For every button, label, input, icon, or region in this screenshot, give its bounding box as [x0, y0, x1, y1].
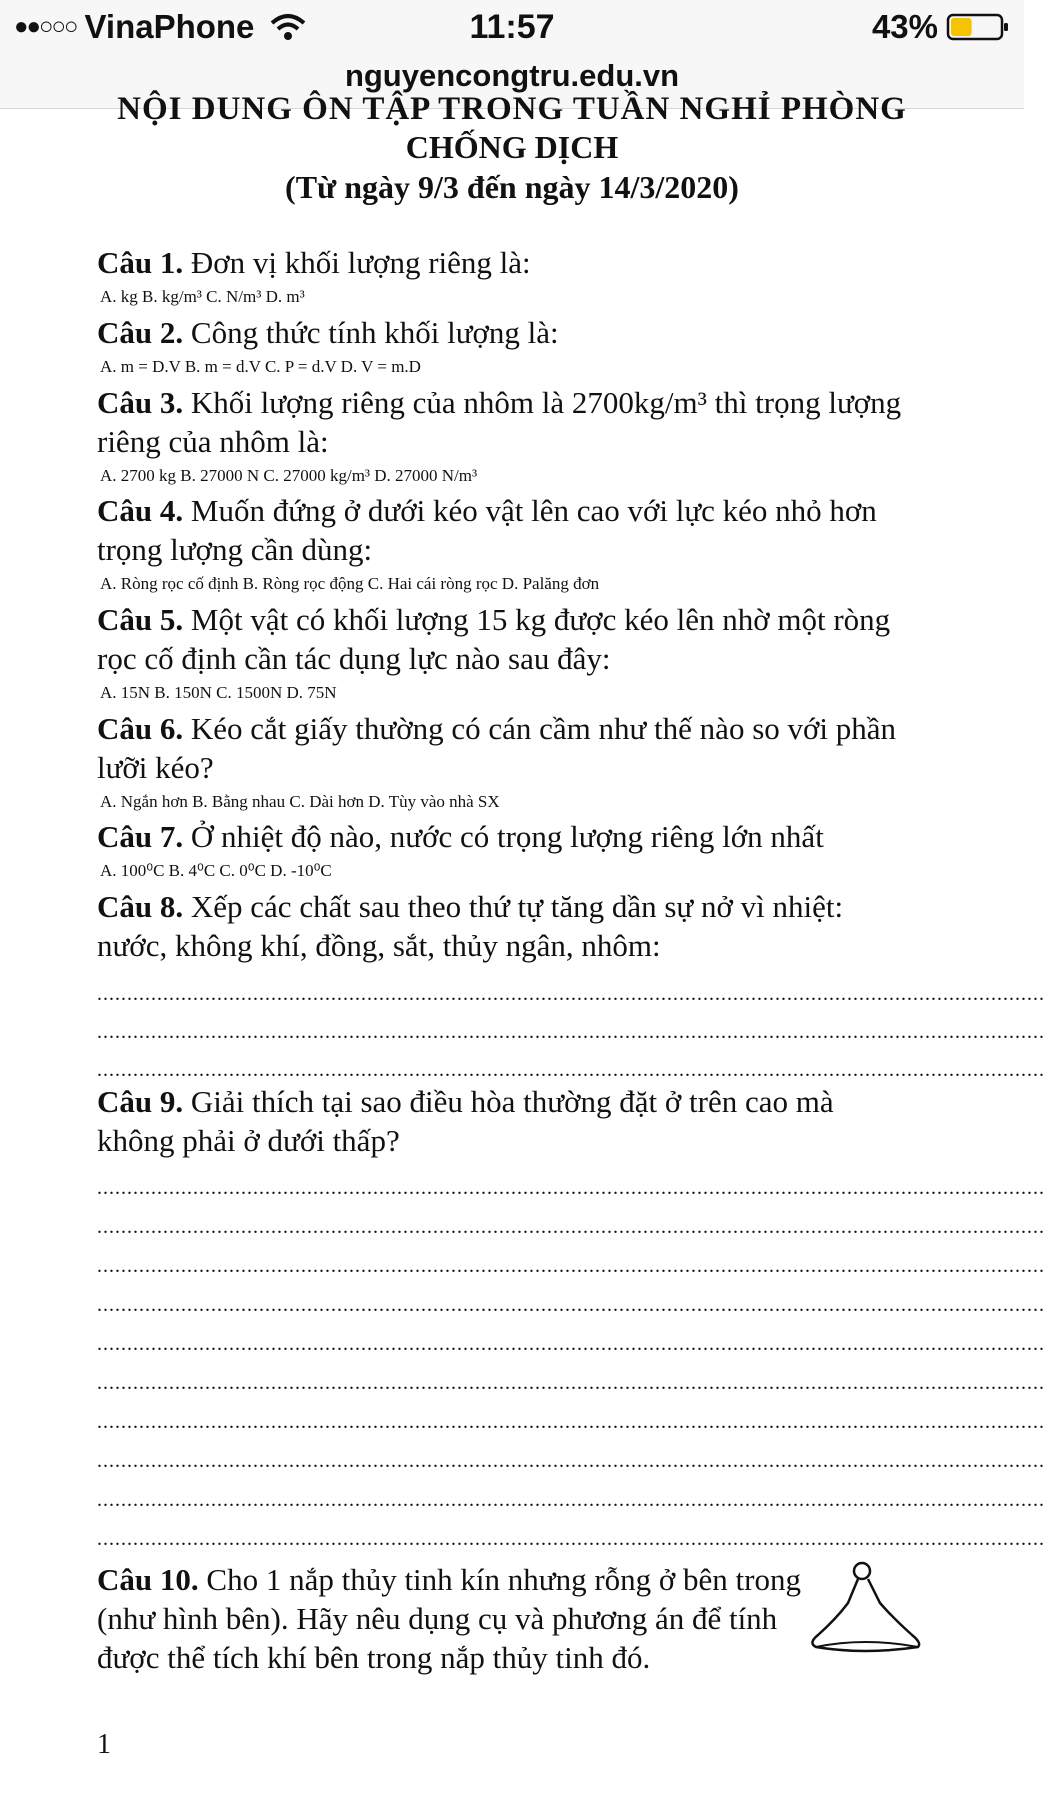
- status-bar: [0, 0, 1024, 56]
- answer-line: ..............................................................................................................................................................: [97, 1411, 1045, 1433]
- answer-line: ..............................................................................................................................................................: [97, 1528, 1045, 1550]
- question-6-options: A. Ngắn hơn B. Bằng nhau C. Dài hơn D. Tùy vào nhà SX: [100, 792, 500, 811]
- question-text: Muốn đứng ở dưới kéo vật lên cao với lực kéo nhỏ hơn trọng lượng cần dùng:: [97, 493, 877, 567]
- page-number: 1: [97, 1729, 111, 1760]
- answer-line: ..............................................................................................................................................................: [97, 1450, 1045, 1472]
- doc-title: CHỐNG DỊCH: [405, 129, 619, 165]
- question-10: [97, 1560, 802, 1677]
- question-text: Ở nhiệt độ nào, nước có trọng lượng riêng lớn nhất: [183, 819, 824, 854]
- status-right: [872, 8, 1010, 46]
- question-label: Câu 7.: [97, 819, 184, 854]
- glass-lid-figure: [806, 1559, 924, 1667]
- question-1: [97, 243, 917, 282]
- question-label: Câu 8.: [97, 889, 184, 924]
- answer-line: ..............................................................................................................................................................: [97, 1021, 1045, 1043]
- answer-line: ..............................................................................................................................................................: [97, 1294, 1045, 1316]
- question-label: Câu 3.: [97, 385, 184, 420]
- question-label: Câu 6.: [97, 711, 184, 746]
- question-5: [97, 600, 917, 678]
- question-3-options: A. 2700 kg B. 27000 N C. 27000 kg/m³ D. 27000 N/m³: [100, 466, 478, 485]
- question-text: Cho 1 nắp thủy tinh kín nhưng rỗng ở bên trong (như hình bên). Hãy nêu dụng cụ và phương án để tính được thể tích khí bên trong nắp thủy tinh đó.: [97, 1562, 801, 1675]
- answer-line: ..............................................................................................................................................................: [97, 1255, 1045, 1277]
- question-text: Khối lượng riêng của nhôm là 2700kg/m³ thì trọng lượng riêng của nhôm là:: [97, 385, 902, 459]
- battery-percent: 43%: [871, 8, 938, 45]
- answer-line: ..............................................................................................................................................................: [97, 1177, 1045, 1199]
- answer-line: ..............................................................................................................................................................: [97, 1333, 1045, 1355]
- question-text: Kéo cắt giấy thường có cán cầm như thế nào so với phần lưỡi kéo?: [97, 711, 897, 785]
- answer-line: ..............................................................................................................................................................: [97, 983, 1045, 1005]
- answer-line: ..............................................................................................................................................................: [97, 1372, 1045, 1394]
- question-text: Giải thích tại sao điều hòa thường đặt ở trên cao mà không phải ở dưới thấp?: [97, 1084, 834, 1158]
- question-label: Câu 2.: [97, 315, 184, 350]
- question-text: Một vật có khối lượng 15 kg được kéo lên nhờ một ròng rọc cố định cần tác dụng lực nào sau đây:: [97, 602, 891, 676]
- question-text: Xếp các chất sau theo thứ tự tăng dần sự nở vì nhiệt: nước, không khí, đồng, sắt, thủy ngân, nhôm:: [97, 889, 844, 963]
- question-2: [97, 313, 917, 352]
- question-7: [97, 817, 917, 856]
- question-4-options: A. Ròng rọc cố định B. Ròng rọc động C. Hai cái ròng rọc D. Palăng đơn: [100, 574, 600, 593]
- question-4: [97, 491, 917, 569]
- question-1-options: A. kg B. kg/m³ C. N/m³ D. m³: [100, 287, 305, 306]
- question-8: [97, 887, 917, 965]
- answer-line: ..............................................................................................................................................................: [97, 1489, 1045, 1511]
- question-7-options: A. 100⁰C B. 4⁰C C. 0⁰C D. -10⁰C: [100, 861, 332, 880]
- status-time: 11:57: [469, 8, 555, 46]
- signal-strength-icon: ●●○○○: [14, 13, 77, 40]
- question-label: Câu 5.: [97, 602, 184, 637]
- answer-line: ..............................................................................................................................................................: [97, 1216, 1045, 1238]
- doc-subtitle: (Từ ngày 9/3 đến ngày 14/3/2020): [285, 169, 739, 205]
- question-3: [97, 383, 917, 461]
- question-label: Câu 1.: [97, 245, 184, 280]
- question-9: [97, 1082, 917, 1160]
- battery-icon: [946, 12, 1010, 42]
- question-label: Câu 4.: [97, 493, 184, 528]
- answer-line: ..............................................................................................................................................................: [97, 1059, 1045, 1081]
- carrier-name: VinaPhone: [84, 8, 255, 45]
- url-domain: nguyencongtru.edu.vn: [344, 58, 680, 93]
- question-label: Câu 10.: [97, 1562, 199, 1597]
- doc-title-partial: NỘI DUNG ÔN TẬP TRONG TUẦN NGHỈ PHÒNG: [117, 91, 907, 127]
- question-text: Đơn vị khối lượng riêng là:: [183, 245, 531, 280]
- question-text: Công thức tính khối lượng là:: [183, 315, 559, 350]
- question-5-options: A. 15N B. 150N C. 1500N D. 75N: [100, 683, 337, 702]
- question-6: [97, 709, 917, 787]
- question-2-options: A. m = D.V B. m = d.V C. P = d.V D. V = m.D: [100, 357, 421, 376]
- question-label: Câu 9.: [97, 1084, 184, 1119]
- document-page: [0, 91, 1045, 1820]
